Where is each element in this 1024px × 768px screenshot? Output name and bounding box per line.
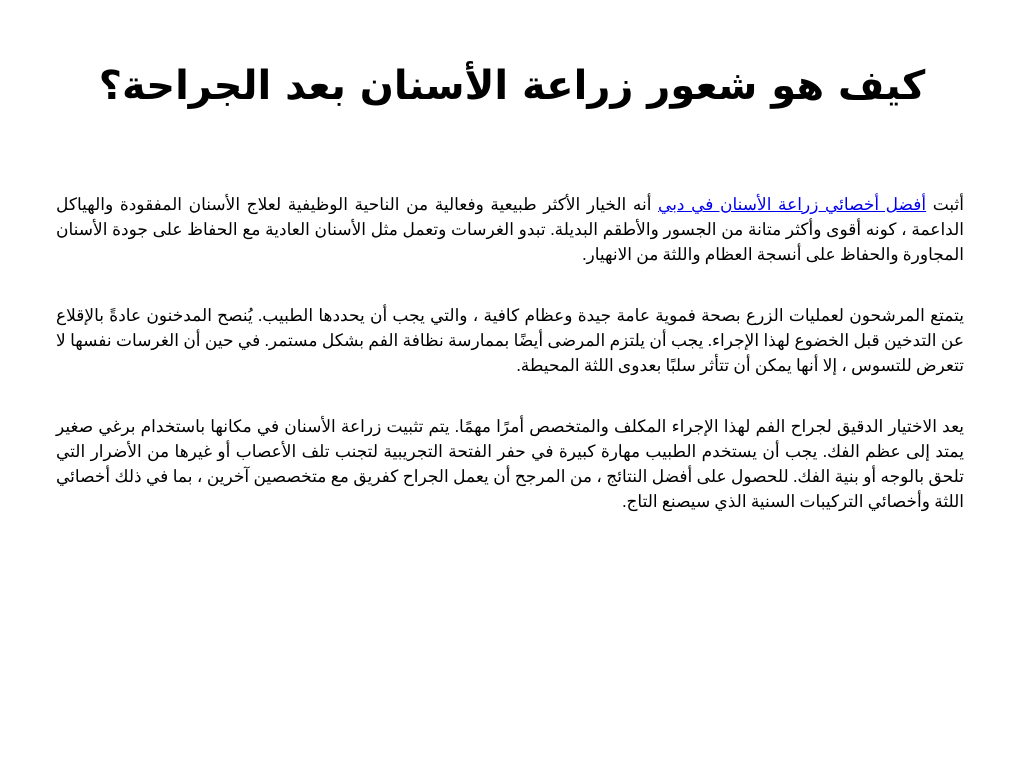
slide-body	[56, 192, 964, 550]
dubai-implant-specialist-link[interactable]: أفضل أخصائي زراعة الأسنان في دبي	[658, 195, 927, 214]
paragraph-1-text: أنه الخيار الأكثر طبيعية وفعالية من الناحية الوظيفية لعلاج الأسنان المفقودة والهياكل الداعمة ، كونه أقوى وأكثر متانة من الجسور والأطقم البديلة. تبدو الغرسات وتعمل مثل الأسنان العادية مع الحفاظ على جودة الأسنان المجاورة والحفاظ على أنسجة العظام واللثة من الانهيار.	[56, 195, 964, 264]
paragraph-1-lead: أثبت	[926, 195, 965, 214]
slide-title: كيف هو شعور زراعة الأسنان بعد الجراحة؟	[98, 63, 926, 109]
paragraph-1	[56, 192, 964, 267]
paragraph-3: يعد الاختيار الدقيق لجراح الفم لهذا الإجراء المكلف والمتخصص أمرًا مهمًا. يتم تثبيت زراعة الأسنان في مكانها باستخدام برغي صغير يمتد إلى عظم الفك. يجب أن يستخدم الطبيب مهارة كبيرة في حفر الفتحة التجريبية لتجنب تلف الأعصاب أو غيرها من الأضرار التي تلحق بالوجه أو بنية الفك. للحصول على أفضل النتائج ، من المرجح أن يعمل الجراح كفريق مع متخصصين آخرين ، بما في ذلك أخصائي اللثة وأخصائي التركيبات السنية الذي سيصنع التاج.	[56, 417, 964, 511]
paragraph-2: يتمتع المرشحون لعمليات الزرع بصحة فموية عامة جيدة وعظام كافية ، والتي يجب أن يحددها الطبيب. يُنصح المدخنون عادةً بالإقلاع عن التدخين قبل الخضوع لهذا الإجراء. يجب أن يلتزم المرضى أيضًا بممارسة نظافة الفم بشكل مستمر. في حين أن الغرسات نفسها لا تتعرض للتسوس ، إلا أنها يمكن أن تتأثر سلبًا بعدوى اللثة المحيطة.	[56, 306, 964, 375]
